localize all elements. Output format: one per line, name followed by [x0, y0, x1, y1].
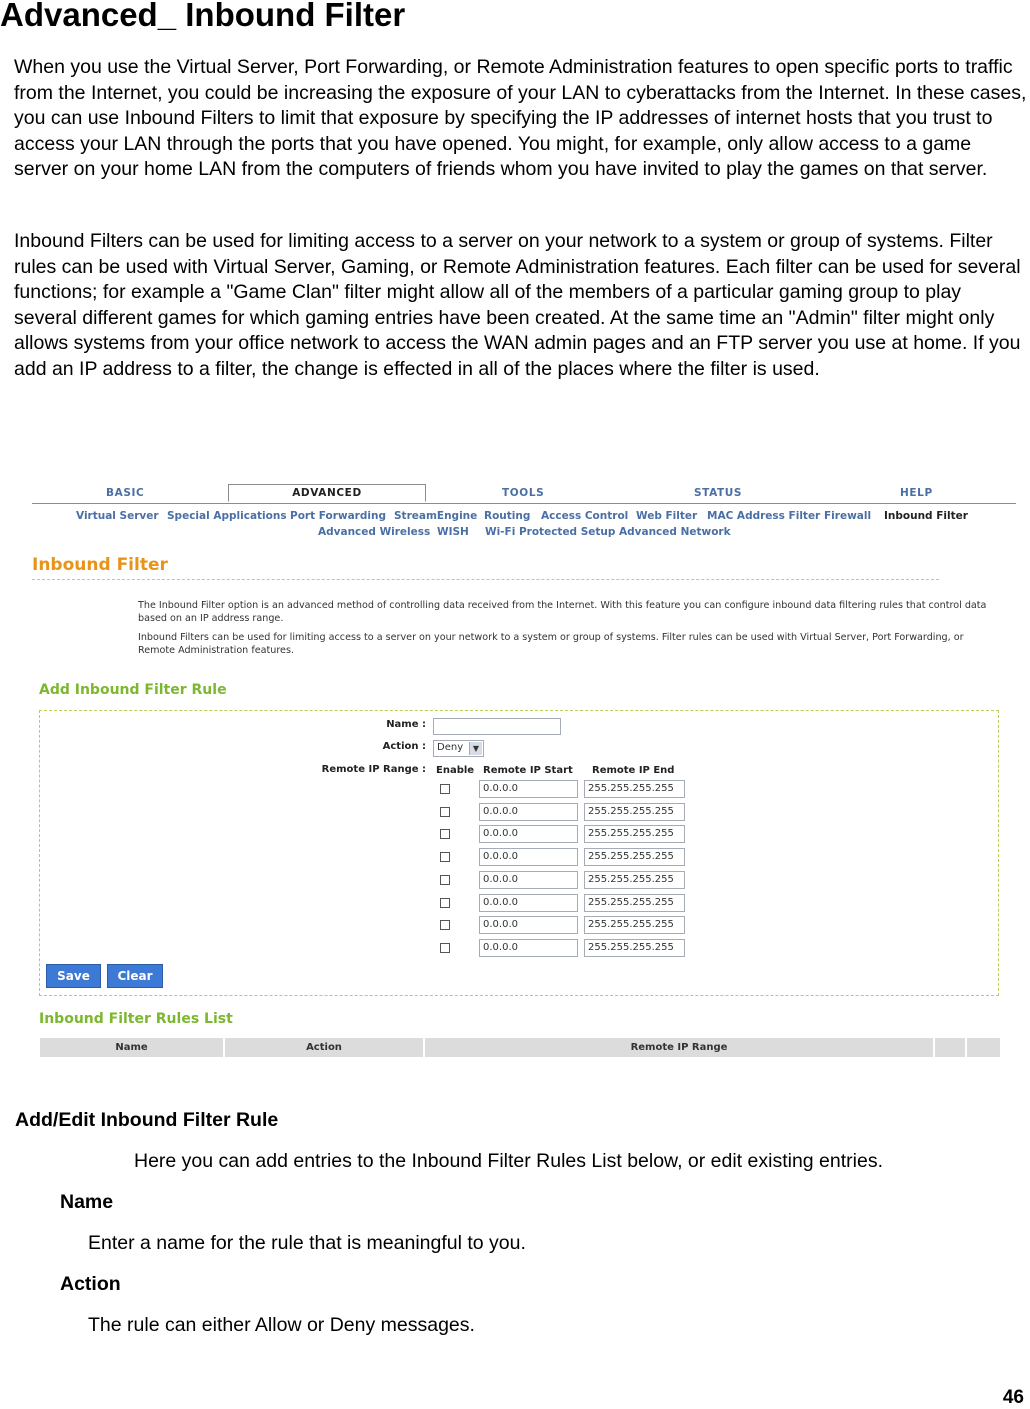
intro-paragraph-1: When you use the Virtual Server, Port Forwarding, or Remote Administration features to open specific ports to traffic from the Internet, you could be increasing the exposure of your LAN to cyberattacks from the Internet. In these cases, you can use Inbound Filters to limit that exposure by specifying the IP addresses of internet hosts that you trust to access your LAN through the ports that you have opened. You might, for example, only allow access to a game server on your home LAN from the computers of friends whom you have invited to play the games on that server.	[14, 56, 1027, 181]
remote-ip-start-input[interactable]: 0.0.0.0	[479, 894, 578, 912]
heading-divider	[32, 579, 939, 580]
enable-checkbox[interactable]	[440, 829, 450, 839]
subnav-advanced-network[interactable]: Advanced Network	[619, 526, 731, 538]
rules-list-heading: Inbound Filter Rules List	[39, 1011, 233, 1027]
remote-ip-end-header: Remote IP End	[592, 765, 675, 776]
top-tab-bar	[32, 484, 1016, 504]
rules-list-header	[40, 1038, 1000, 1057]
remote-ip-end-input[interactable]: 255.255.255.255	[584, 803, 685, 821]
remote-ip-start-input[interactable]: 0.0.0.0	[479, 780, 578, 798]
section-title: Add/Edit Inbound Filter Rule	[15, 1109, 279, 1131]
action-select[interactable]	[433, 740, 484, 757]
list-column-remote-ip-range: Remote IP Range	[425, 1038, 935, 1057]
add-rule-heading: Add Inbound Filter Rule	[39, 682, 227, 698]
name-term: Name	[60, 1191, 114, 1213]
subnav-virtual-server[interactable]: Virtual Server	[76, 510, 159, 522]
tab-basic[interactable]: BASIC	[106, 487, 145, 499]
tab-advanced[interactable]: ADVANCED	[228, 484, 426, 502]
chevron-down-icon: ▼	[469, 742, 482, 755]
name-input[interactable]	[433, 718, 561, 735]
save-button[interactable]: Save	[46, 964, 101, 988]
name-label: Name :	[386, 719, 426, 730]
remote-ip-start-header: Remote IP Start	[483, 765, 573, 776]
remote-ip-start-input[interactable]: 0.0.0.0	[479, 848, 578, 866]
remote-ip-end-input[interactable]: 255.255.255.255	[584, 848, 685, 866]
remote-ip-start-input[interactable]: 0.0.0.0	[479, 939, 578, 957]
enable-checkbox[interactable]	[440, 943, 450, 953]
remote-ip-end-input[interactable]: 255.255.255.255	[584, 780, 685, 798]
page-number: 46	[1002, 1387, 1024, 1408]
intro-paragraph-2: Inbound Filters can be used for limiting access to a server on your network to a system or group of systems. Filter rules can be used with Virtual Server, Gaming, or Remote Administration features. Each filter can be used for several functions; for example a "Game Clan" filter might allow all of the members of a particular gaming group to play several different games for which gaming entries have been created. At the same time an "Admin" filter might only allows systems from your office network to access the WAN admin pages and an FTP server you use at home. If you add an IP address to a filter, the change is effected in all of the places where the filter is used.	[14, 230, 1021, 380]
action-label: Action :	[382, 741, 426, 752]
enable-column-header: Enable	[436, 765, 475, 776]
section-description: Here you can add entries to the Inbound Filter Rules List below, or edit existing entries.	[134, 1150, 883, 1172]
list-column-edit	[935, 1038, 967, 1057]
screenshot-description-1: The Inbound Filter option is an advanced method of controlling data received from the Internet. With this feature you can configure inbound data filtering rules that control data based on an IP address range.	[138, 600, 987, 624]
subnav-port-forwarding[interactable]: Port Forwarding	[290, 510, 386, 522]
subnav-wish[interactable]: WISH	[437, 526, 469, 538]
enable-checkbox[interactable]	[440, 807, 450, 817]
remote-ip-end-input[interactable]: 255.255.255.255	[584, 825, 685, 843]
inbound-filter-heading: Inbound Filter	[32, 555, 168, 575]
enable-checkbox[interactable]	[440, 852, 450, 862]
remote-ip-start-input[interactable]: 0.0.0.0	[479, 803, 578, 821]
subnav-advanced-wireless[interactable]: Advanced Wireless	[318, 526, 431, 538]
subnav-firewall[interactable]: Firewall	[824, 510, 872, 522]
enable-checkbox[interactable]	[440, 784, 450, 794]
tab-tools[interactable]: TOOLS	[502, 487, 545, 499]
router-ui-screenshot	[28, 476, 1022, 1066]
subnav-web-filter[interactable]: Web Filter	[636, 510, 698, 522]
enable-checkbox[interactable]	[440, 898, 450, 908]
action-select-value: Deny	[437, 742, 464, 753]
tab-status[interactable]: STATUS	[694, 487, 743, 499]
list-column-delete	[967, 1038, 998, 1057]
clear-button[interactable]: Clear	[107, 964, 163, 988]
action-term: Action	[60, 1273, 121, 1295]
list-column-name: Name	[40, 1038, 225, 1057]
remote-ip-start-input[interactable]: 0.0.0.0	[479, 825, 578, 843]
subnav-access-control[interactable]: Access Control	[541, 510, 629, 522]
remote-ip-start-input[interactable]: 0.0.0.0	[479, 871, 578, 889]
screenshot-description-2: Inbound Filters can be used for limiting access to a server on your network to a system or group of systems. Filter rules can be used with Virtual Server, Port Forwarding, or Remote Administration features.	[138, 632, 964, 656]
enable-checkbox[interactable]	[440, 875, 450, 885]
action-description: The rule can either Allow or Deny messages.	[88, 1314, 475, 1336]
enable-checkbox[interactable]	[440, 920, 450, 930]
subnav-wifi-protected-setup[interactable]: Wi-Fi Protected Setup	[485, 526, 616, 538]
remote-ip-end-input[interactable]: 255.255.255.255	[584, 894, 685, 912]
remote-ip-start-input[interactable]: 0.0.0.0	[479, 916, 578, 934]
tab-help[interactable]: HELP	[900, 487, 933, 499]
remote-ip-range-label: Remote IP Range :	[321, 764, 426, 775]
remote-ip-end-input[interactable]: 255.255.255.255	[584, 916, 685, 934]
list-column-action: Action	[225, 1038, 425, 1057]
subnav-inbound-filter[interactable]: Inbound Filter	[884, 510, 968, 522]
remote-ip-end-input[interactable]: 255.255.255.255	[584, 939, 685, 957]
subnav-mac-address-filter[interactable]: MAC Address Filter	[707, 510, 821, 522]
remote-ip-end-input[interactable]: 255.255.255.255	[584, 871, 685, 889]
document-title: Advanced_ Inbound Filter	[0, 0, 406, 33]
subnav-routing[interactable]: Routing	[484, 510, 531, 522]
subnav-streamengine[interactable]: StreamEngine	[394, 510, 478, 522]
subnav-special-applications[interactable]: Special Applications	[167, 510, 287, 522]
name-description: Enter a name for the rule that is meaningful to you.	[88, 1232, 526, 1254]
